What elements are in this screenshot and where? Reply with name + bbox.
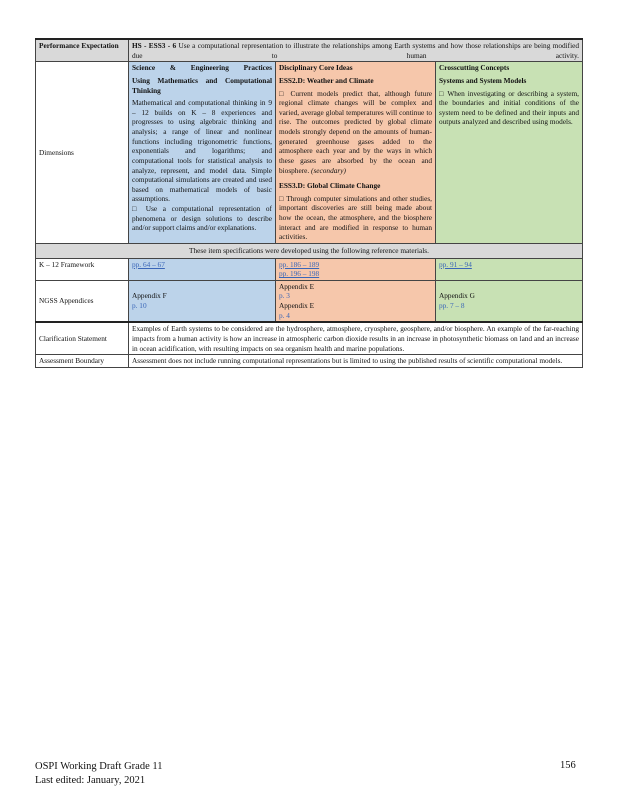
ngss-practices-appendix: Appendix F bbox=[132, 291, 167, 301]
footer-draft-label: OSPI Working Draft Grade 11 bbox=[35, 761, 163, 772]
sep-bullet: □ Use a computational representation of phenomena or design solutions to describe and/or support claims and/or explanations. bbox=[132, 204, 272, 233]
ngss-core-appendix-2: Appendix E bbox=[279, 301, 315, 310]
ngss-core-page-1[interactable]: p. 3 bbox=[279, 291, 290, 301]
sep-paragraph: Mathematical and computational thinking in 9 – 12 builds on K – 8 experiences and progresses to using algebraic thinking and analysis; a range of linear and nonlinear functions including trigonometric functions, exponentials and logarithms; and computational tools for statistical analysis to analyze, represent, and model data. Simple computational simulations are created and used based on mathematical models of basic assumptions. bbox=[132, 98, 272, 204]
clarification-label: Clarification Statement bbox=[36, 322, 129, 354]
pe-code: HS - ESS3 - 6 bbox=[132, 41, 177, 50]
framework-practices-link[interactable]: pp. 64 – 67 bbox=[132, 259, 165, 269]
dimensions-row bbox=[36, 62, 583, 244]
footer-last-edited: Last edited: January, 2021 bbox=[35, 774, 146, 786]
ngss-crosscutting bbox=[436, 280, 583, 322]
reference-banner: These item specifications were developed using the following reference materials. bbox=[36, 243, 583, 258]
clarification-text: Examples of Earth systems to be considered are the hydrosphere, atmosphere, cryosphere, geosphere, and/or biosphere. An example of the far-reaching impacts from a human activity is how an increase in atmospheric carbon dioxide results in an increase in photosynthetic biomass on land and an increase in ocean acidification, with resulting impacts on sea organism health and marine populations. bbox=[129, 322, 583, 354]
secondary-tag: (secondary) bbox=[311, 165, 346, 175]
framework-core-ideas bbox=[276, 258, 436, 280]
ngss-row bbox=[36, 280, 583, 322]
clarification-row bbox=[36, 322, 583, 354]
ngss-label: NGSS Appendices bbox=[36, 280, 129, 322]
ccc-subtitle: Systems and System Models bbox=[439, 75, 527, 85]
framework-crosscutting-link[interactable]: pp. 91 – 94 bbox=[439, 259, 472, 269]
crosscutting-cell bbox=[436, 62, 583, 244]
framework-core-link-1[interactable]: pp. 186 – 189 bbox=[279, 259, 320, 269]
assessment-row bbox=[36, 355, 583, 368]
ngss-cross-appendix: Appendix G bbox=[439, 291, 475, 301]
ccc-title: Crosscutting Concepts bbox=[439, 63, 510, 73]
framework-crosscutting bbox=[436, 258, 583, 280]
dci-subtitle-climate: ESS3.D: Global Climate Change bbox=[279, 181, 381, 191]
assessment-label: Assessment Boundary bbox=[36, 355, 129, 368]
performance-expectation-label: Performance Expectation bbox=[36, 39, 129, 62]
dci-subtitle-weather: ESS2.D: Weather and Climate bbox=[279, 75, 374, 85]
framework-core-link-2[interactable]: pp. 196 – 198 bbox=[279, 269, 320, 279]
ngss-cross-pages[interactable]: pp. 7 – 8 bbox=[439, 301, 465, 310]
sep-subtitle: Using Mathematics and Computational Thinking bbox=[132, 75, 272, 95]
core-ideas-cell bbox=[276, 62, 436, 244]
performance-expectation-row bbox=[36, 39, 583, 62]
framework-label: K – 12 Framework bbox=[36, 258, 129, 280]
performance-expectation-cell bbox=[129, 39, 583, 62]
dci-bullet-weather: □ Current models predict that, although future regional climate changes will be complex and varied, average global temperatures will continue to rise. The outcomes predicted by global climate models strongly depend on the amounts of human-generated greenhouse gases added to the atmosphere each year and by the ways in which these gases are absorbed by the ocean and biosphere. (secondary) bbox=[279, 88, 432, 175]
framework-practices bbox=[129, 258, 276, 280]
ngss-core-appendix-1: Appendix E bbox=[279, 281, 315, 291]
framework-row bbox=[36, 258, 583, 280]
dci-bullet-climate: □ Through computer simulations and other studies, important discoveries are still being made about how the ocean, the atmosphere, and the biosphere interact and are modified in response to human activities. bbox=[279, 193, 432, 242]
ngss-core-page-2[interactable]: p. 4 bbox=[279, 310, 290, 320]
ngss-core-ideas bbox=[276, 280, 436, 322]
reference-banner-row bbox=[36, 243, 583, 258]
dci-title: Disciplinary Core Ideas bbox=[279, 63, 353, 73]
assessment-text: Assessment does not include running computational representations but is limited to using the published results of scientific computational models. bbox=[129, 355, 583, 368]
dimensions-label: Dimensions bbox=[36, 62, 129, 244]
sep-title: Science & Engineering Practices bbox=[132, 63, 272, 73]
item-specification-table bbox=[35, 38, 583, 368]
ngss-practices-page[interactable]: p. 10 bbox=[132, 301, 147, 310]
page-footer bbox=[35, 760, 162, 787]
science-practices-cell bbox=[129, 62, 276, 244]
page-number: 156 bbox=[560, 760, 576, 771]
ngss-practices bbox=[129, 280, 276, 322]
pe-text: Use a computational representation to illustrate the relationships among Earth systems and how those relationships are being modified due to human activity. bbox=[132, 41, 579, 60]
ccc-bullet: □ When investigating or describing a system, the boundaries and initial conditions of the system need to be defined and their inputs and outputs analyzed and described using models. bbox=[439, 88, 579, 127]
